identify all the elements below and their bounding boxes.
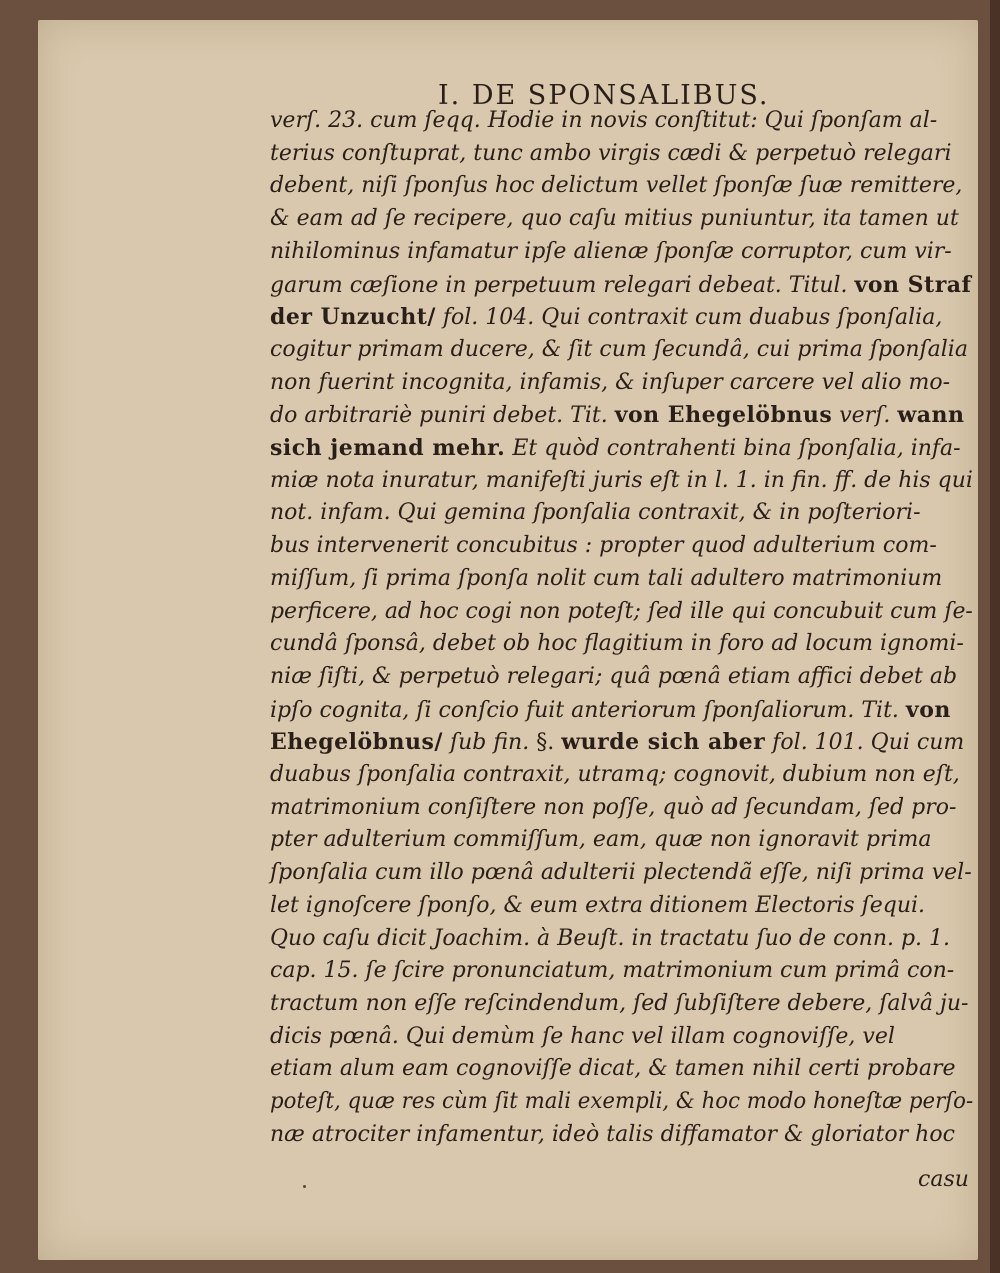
text-line xyxy=(270,303,942,332)
text-line xyxy=(270,532,937,560)
latin-text: ſub fin. xyxy=(442,730,537,756)
text-line xyxy=(270,1121,955,1149)
text-line xyxy=(270,271,972,300)
latin-text: niæ ſiſti, & perpetuò relegari; quâ pœnâ etiam affici debet ab xyxy=(270,663,958,689)
latin-text: næ atrociter infamentur, ideò talis diffamator & gloriator hoc xyxy=(270,1121,955,1147)
german-fraktur-text: Ehegelöbnus/ xyxy=(270,729,443,756)
text-line xyxy=(270,728,964,757)
latin-text: debent, niſi ſponſus hoc delictum vellet ſponſæ ſuæ remittere, xyxy=(270,173,963,199)
latin-text: let ignoſcere ſponſo, & eum extra ditionem Electoris ſequi. xyxy=(270,892,926,918)
latin-text: do arbitrariè puniri debet. Tit. xyxy=(270,403,615,429)
ink-speck xyxy=(303,1185,306,1188)
text-line xyxy=(270,1055,956,1083)
book-page xyxy=(38,20,978,1260)
latin-text: bus intervenerit concubitus : propter quod adulterium com- xyxy=(270,533,937,559)
text-line xyxy=(270,369,950,397)
german-fraktur-text: wurde sich aber xyxy=(561,729,766,756)
latin-text: ipſo cognita, ſi conſcio fuit anteriorum ſponſaliorum. Tit. xyxy=(270,697,906,723)
german-fraktur-text: von xyxy=(905,696,951,723)
german-fraktur-text: von Ehegelöbnus xyxy=(614,402,833,429)
latin-text: not. infam. Qui gemina ſponſalia contraxit, & in poſteriori- xyxy=(270,500,921,526)
latin-text: duabus ſponſalia contraxit, utramq; cognovit, dubium non eſt, xyxy=(270,762,960,787)
latin-text: pter adulterium commiſſum, eam, quæ non ignoravit prima xyxy=(270,827,932,853)
latin-text: Et quòd contrahenti bina ſponſalia, infa- xyxy=(505,436,961,461)
latin-text: miæ nota inuratur, manifeſti juris eſt in l. 1. in fin. ff. de his qui xyxy=(270,467,973,493)
latin-text: matrimonium conſiſtere non poſſe, quò ad ſecundam, ſed pro- xyxy=(270,794,957,820)
text-line xyxy=(270,467,973,495)
catchword: casu xyxy=(918,1167,969,1192)
latin-text: miſſum, ſi prima ſponſa nolit cum tali adultero matrimonium xyxy=(270,565,943,591)
text-line xyxy=(270,336,968,364)
text-line xyxy=(270,794,956,822)
german-fraktur-text: sich jemand mehr. xyxy=(270,435,506,461)
text-line xyxy=(270,434,961,463)
text-line xyxy=(270,990,968,1018)
latin-text: fol. 104. Qui contraxit cum duabus ſponſalia, xyxy=(435,305,943,331)
text-line xyxy=(270,565,942,593)
text-line xyxy=(270,499,921,527)
text-line xyxy=(270,107,937,135)
latin-text: non fuerint incognita, infamis, & inſuper carcere vel alio mo- xyxy=(270,369,951,395)
text-line xyxy=(270,205,959,233)
latin-text: & eam ad ſe recipere, quo caſu mitius puniuntur, ita tamen ut xyxy=(270,206,959,232)
latin-text: verſ. xyxy=(832,403,898,429)
text-line xyxy=(270,140,951,168)
latin-text: Quo caſu dicit Joachim. à Beuſt. in tractatu ſuo de conn. p. 1. xyxy=(270,925,951,951)
text-line xyxy=(270,1023,895,1051)
german-fraktur-text: wann xyxy=(897,402,965,429)
latin-text: ſponſalia cum illo pœnâ adulterii plectendã eſſe, niſi prima vel- xyxy=(270,860,972,886)
text-line xyxy=(270,761,960,789)
latin-text: cogitur primam ducere, & ſit cum ſecundâ, cui prima ſponſalia xyxy=(270,336,968,362)
latin-text: garum cæſione in perpetuum relegari debeat. Titul. xyxy=(270,272,855,298)
text-line xyxy=(270,663,957,691)
latin-text: dicis pœnâ. Qui demùm ſe hanc vel illam cognoviſſe, vel xyxy=(270,1023,895,1049)
text-line xyxy=(270,401,965,430)
text-line xyxy=(270,892,925,920)
latin-text: poteſt, quæ res cùm ſit mali exempli, & hoc modo honeſtæ perſo- xyxy=(270,1089,974,1114)
latin-text: fol. 101. Qui cum xyxy=(765,730,965,756)
text-line xyxy=(270,696,951,725)
text-line xyxy=(270,957,954,985)
text-line xyxy=(270,238,952,266)
german-fraktur-text: der Unzucht/ xyxy=(270,304,436,331)
text-line xyxy=(270,630,964,658)
text-line xyxy=(270,598,973,626)
latin-text: terius conſtuprat, tunc ambo virgis cædi & perpetuò relegari xyxy=(270,140,952,166)
latin-text: cap. 15. ſe ſcire pronunciatum, matrimonium cum primâ con- xyxy=(270,958,955,984)
section-mark: §. xyxy=(536,730,555,756)
text-line xyxy=(270,826,931,854)
book-binding-edge xyxy=(990,0,1000,1273)
text-line xyxy=(270,1088,973,1116)
latin-text: etiam alum eam cognoviſſe dicat, & tamen nihil certi probare xyxy=(270,1056,956,1082)
text-line xyxy=(270,172,962,200)
latin-text: nihilominus infamatur ipſe alienæ ſponſæ corruptor, cum vir- xyxy=(270,238,952,264)
latin-text: perficere, ad hoc cogi non poteſt; ſed ille qui concubuit cum ſe- xyxy=(270,598,973,624)
latin-text: verſ. 23. cum ſeqq. Hodie in novis conſtitut: Qui ſponſam al- xyxy=(270,108,938,133)
latin-text: cundâ ſponsâ, debet ob hoc flagitium in foro ad locum ignomi- xyxy=(270,631,964,657)
running-head: I. DE SPONSALIBUS. xyxy=(438,80,770,111)
text-line xyxy=(270,925,950,953)
german-fraktur-text: von Straf xyxy=(854,271,972,298)
text-line xyxy=(270,859,972,887)
latin-text: tractum non eſſe reſcindendum, ſed ſubſiſtere debere, ſalvâ ju- xyxy=(270,990,969,1016)
